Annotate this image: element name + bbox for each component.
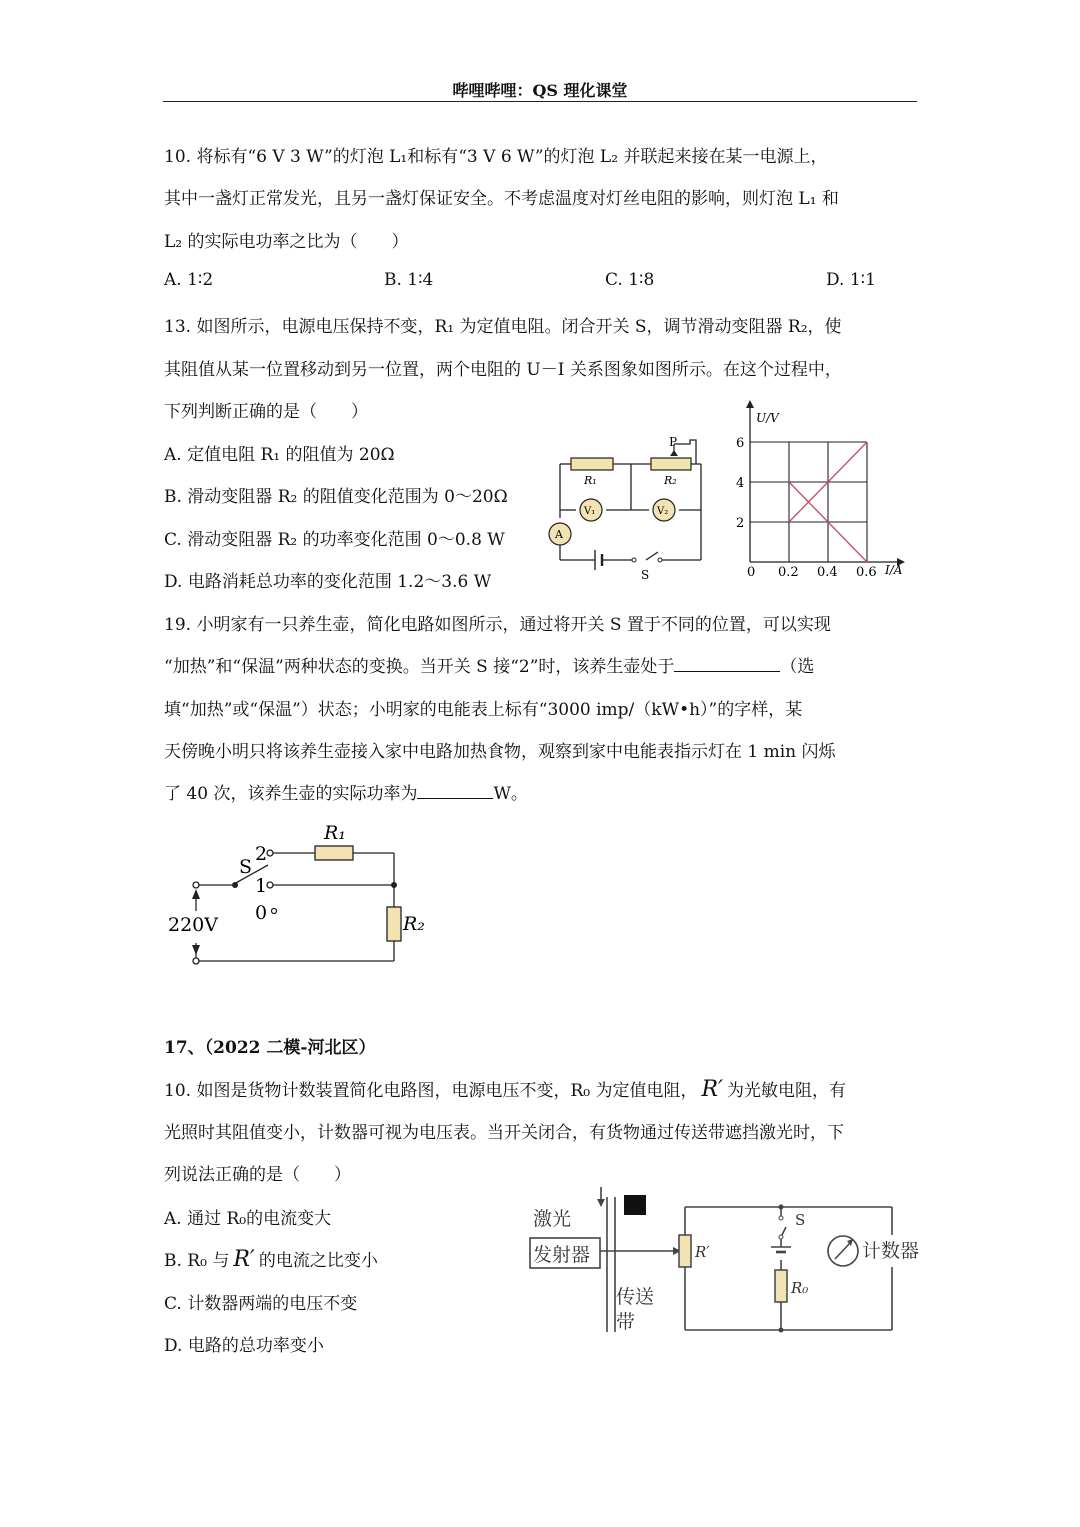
laser-label-1: 激光 bbox=[533, 1208, 572, 1230]
v1-label: V₁ bbox=[584, 506, 596, 517]
chart-ticks bbox=[736, 436, 877, 580]
q13-line-1: 13. 如图所示，电源电压保持不变，R₁ 为定值电阻。闭合开关 S，调节滑动变阻器 R₂，使 bbox=[164, 317, 842, 337]
page-header: 哔哩哔哩：QS 理化课堂 bbox=[452, 81, 628, 100]
x-tick-label: 0.4 bbox=[817, 565, 838, 580]
q10a-line-1: 10. 将标有“6 V 3 W”的灯泡 L₁和标有“3 V 6 W”的灯泡 L₂ 并联起来接在某一电源上， bbox=[164, 147, 828, 167]
switch-label: S bbox=[795, 1211, 806, 1229]
y-tick-label: 6 bbox=[736, 436, 745, 451]
q10b-counter-diagram bbox=[525, 1185, 925, 1337]
q10b-option-b bbox=[164, 1246, 378, 1272]
y-axis-label: U/V bbox=[756, 411, 779, 425]
q10b-line-3: 列说法正确的是（ ） bbox=[164, 1165, 351, 1185]
r1-resistor bbox=[315, 846, 353, 860]
switch-label: S bbox=[641, 568, 650, 582]
slider-label: P bbox=[669, 435, 678, 449]
q19-line-1: 19. 小明家有一只养生壶，简化电路如图所示，通过将开关 S 置于不同的位置，可以实现 bbox=[164, 615, 831, 635]
r1-label: R₁ bbox=[584, 474, 597, 487]
x-axis-label: I/A bbox=[885, 563, 903, 577]
q19-line-4: 天傍晚小明只将该养生壶接入家中电路加热食物，观察到家中电能表指示灯在 1 min 闪烁 bbox=[164, 742, 836, 762]
q13-option-a: A. 定值电阻 R₁ 的阻值为 20Ω bbox=[164, 445, 395, 465]
rprime-symbol-b: R′ bbox=[233, 1247, 255, 1272]
q10b-option-d: D. 电路的总功率变小 bbox=[164, 1336, 324, 1356]
q13-option-d: D. 电路消耗总功率的变化范围 1.2～3.6 W bbox=[164, 572, 492, 592]
v2-label: V₂ bbox=[657, 506, 669, 517]
q10b-option-b-text: B. R₀ 与 bbox=[164, 1251, 230, 1271]
q13-line-3: 下列判断正确的是（ ） bbox=[164, 402, 368, 422]
q19-line-2-text: “加热”和“保温”两种状态的变换。当开关 S 接“2”时，该养生壶处于 bbox=[164, 657, 675, 677]
r2-resistor bbox=[387, 907, 401, 941]
q10a-option-b: B. 1∶4 bbox=[384, 270, 434, 290]
q13-option-b: B. 滑动变阻器 R₂ 的阻值变化范围为 0～20Ω bbox=[164, 487, 508, 507]
section-heading: 17、（2022 二模-河北区） bbox=[164, 1038, 376, 1058]
x-tick-label: 0.6 bbox=[856, 565, 877, 580]
q13-line-2: 其阻值从某一位置移动到另一位置，两个电阻的 U－I 关系图象如图所示。在这个过程中， bbox=[164, 360, 842, 380]
laser-label-2: 发射器 bbox=[533, 1244, 591, 1266]
y-axis-arrow bbox=[746, 400, 754, 408]
q13-ui-chart bbox=[725, 400, 915, 582]
r2-label: R₂ bbox=[664, 474, 677, 487]
r0-resistor bbox=[775, 1270, 787, 1302]
q19-line-5 bbox=[164, 779, 528, 804]
q19-line-5-tail: W。 bbox=[493, 784, 528, 804]
r2-label: R₂ bbox=[403, 913, 425, 935]
belt-label-1: 传送 bbox=[616, 1286, 655, 1308]
switch-pos-1: 1 bbox=[255, 875, 268, 897]
switch-pos-0: 0 bbox=[255, 902, 268, 924]
q10b-option-c: C. 计数器两端的电压不变 bbox=[164, 1294, 358, 1314]
q10a-line-2: 其中一盏灯正常发光，且另一盏灯保证安全。不考虑温度对灯丝电阻的影响，则灯泡 L₁ 和 bbox=[164, 189, 839, 209]
r0-label: R₀ bbox=[791, 1279, 809, 1297]
q10a-line-3: L₂ 的实际电功率之比为（ ） bbox=[164, 232, 409, 252]
ammeter-label: A bbox=[555, 528, 563, 541]
q10a-option-a: A. 1∶2 bbox=[164, 270, 214, 290]
q19-line-2 bbox=[164, 652, 814, 677]
q19-line-2-tail: （选 bbox=[780, 657, 815, 677]
header-divider bbox=[163, 101, 917, 102]
rprime-symbol: R′ bbox=[701, 1077, 724, 1102]
q13-circuit-diagram bbox=[540, 430, 720, 588]
rprime-label: R′ bbox=[695, 1243, 710, 1261]
y-tick-label: 2 bbox=[736, 516, 745, 531]
r1-resistor bbox=[571, 458, 613, 470]
r2-rheostat bbox=[651, 458, 691, 470]
x-tick-label: 0.2 bbox=[778, 565, 799, 580]
q10a-option-d: D. 1∶1 bbox=[826, 270, 876, 290]
q19-blank-2 bbox=[417, 782, 493, 799]
belt-label-2: 带 bbox=[616, 1311, 636, 1333]
counter-label: 计数器 bbox=[862, 1240, 920, 1262]
q13-option-c: C. 滑动变阻器 R₂ 的功率变化范围 0～0.8 W bbox=[164, 530, 505, 550]
cargo-box bbox=[624, 1195, 646, 1215]
switch-pos-2: 2 bbox=[255, 843, 268, 865]
q19-line-5-text: 了 40 次，该养生壶的实际功率为 bbox=[164, 784, 418, 804]
y-tick-label: 4 bbox=[736, 476, 745, 491]
q19-blank-1 bbox=[674, 655, 780, 672]
q10b-line-1 bbox=[164, 1076, 846, 1102]
q10a-option-c: C. 1∶8 bbox=[605, 270, 655, 290]
switch-label: S bbox=[239, 856, 253, 878]
r1-label: R₁ bbox=[324, 822, 346, 844]
x-tick-label: 0 bbox=[747, 565, 756, 580]
q10b-option-b-tail: 的电流之比变小 bbox=[258, 1251, 378, 1271]
q10b-option-a: A. 通过 R₀的电流变大 bbox=[164, 1209, 332, 1229]
q19-circuit-diagram bbox=[160, 815, 440, 975]
q10b-line-2: 光照时其阻值变小，计数器可视为电压表。当开关闭合，有货物通过传送带遮挡激光时，下 bbox=[164, 1123, 844, 1143]
q19-line-3: 填“加热”或“保温”）状态；小明家的电能表上标有“3000 imp/（kW•h）”的字样，某 bbox=[164, 700, 803, 720]
q10b-line-1-tail: 为光敏电阻，有 bbox=[727, 1081, 847, 1101]
q10b-line-1-text: 10. 如图是货物计数装置简化电路图，电源电压不变，R₀ 为定值电阻， bbox=[164, 1081, 698, 1101]
voltage-label: 220V bbox=[168, 914, 218, 936]
